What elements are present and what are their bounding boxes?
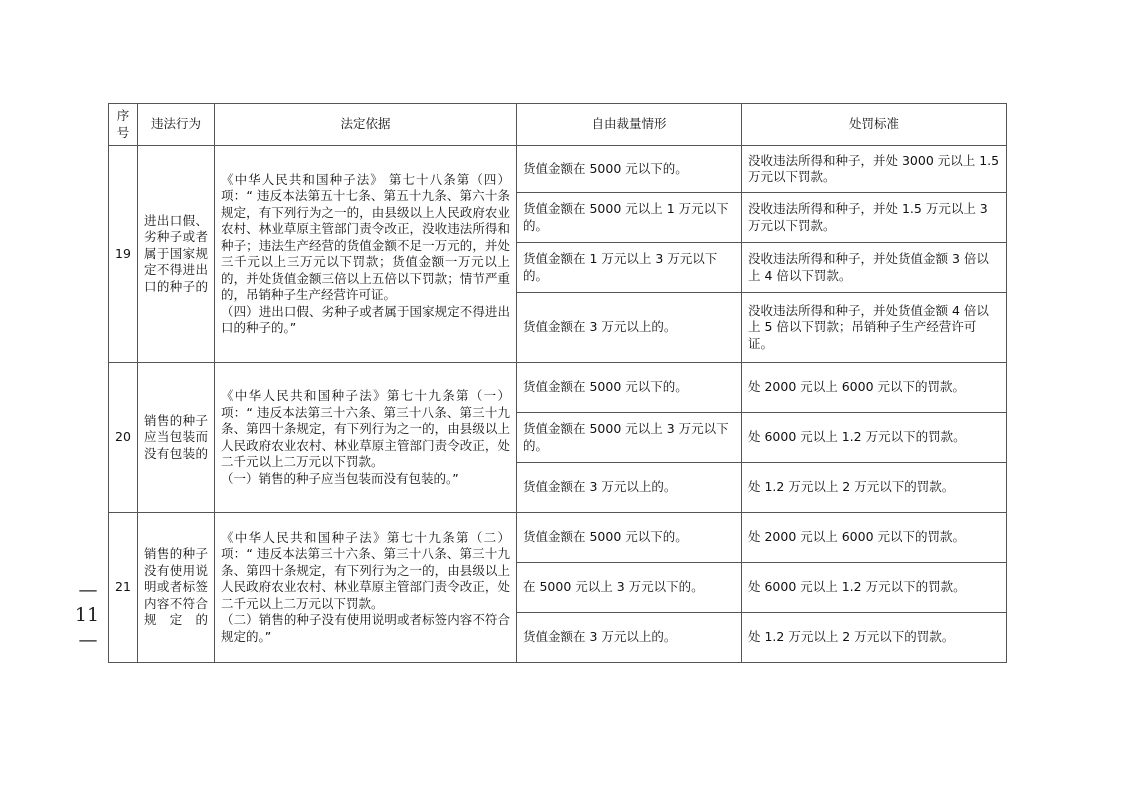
table-row [109,146,1007,193]
discretion-case: 货值金额在 5000 元以下的。 [517,146,742,193]
discretion-case: 货值金额在 1 万元以上 3 万元以下的。 [517,243,742,293]
discretion-case: 货值金额在 5000 元以上 3 万元以下的。 [517,413,742,463]
penalty-standard: 没收违法所得和种子，并处货值金额 4 倍以上 5 倍以下罚款；吊销种子生产经营许可证。 [742,293,1007,363]
legal-basis-text: 《中华人民共和国种子法》第七十九条第（一）项：“ 违反本法第三十六条、第三十八条、第三十九条、第四十条规定，有下列行为之一的，由县级以上人民政府农业农村、林业草原主管部门责令改正，处二千元以上二万元以下罚款。 （一）销售的种子应当包装而没有包装的。” [215,363,517,513]
violation-description: 销售的种子没有使用说明或者标签内容不符合规定的 [138,513,215,663]
page-number: 11 [74,604,100,626]
header-serial-no: 序号 [109,104,138,146]
legal-basis-text: 《中华人民共和国种子法》 第七十八条第（四）项：“ 违反本法第五十七条、第五十九条、第六十条规定，有下列行为之一的，由县级以上人民政府农业农村、林业草原主管部门责令改正，没收违法所得和种子；违法生产经营的货值金额不足一万元的，并处三千元以上三万元以下罚款；货值金额一万元以上的，并处货值金额三倍以上五倍以下罚款；情节严重的，吊销种子生产经营许可证。 （四）进出口假、劣种子或者属于国家规定不得进出口的种子的。” [215,146,517,363]
discretion-case: 在 5000 元以上 3 万元以下的。 [517,563,742,613]
penalty-standard: 处 1.2 万元以上 2 万元以下的罚款。 [742,613,1007,663]
row-number: 21 [109,513,138,663]
header-penalty: 处罚标准 [742,104,1007,146]
header-violation: 违法行为 [138,104,215,146]
page-number-block [70,578,104,653]
legal-basis-text: 《中华人民共和国种子法》第七十九条第（二）项：“ 违反本法第三十六条、第三十八条、第三十九条、第四十条规定，有下列行为之一的，由县级以上人民政府农业农村、林业草原主管部门责令改正，处二千元以上二万元以下罚款。 （二）销售的种子没有使用说明或者标签内容不符合规定的。” [215,513,517,663]
penalty-standard: 没收违法所得和种子，并处 3000 元以上 1.5 万元以下罚款。 [742,146,1007,193]
penalty-standard: 处 1.2 万元以上 2 万元以下的罚款。 [742,463,1007,513]
table-header-row [109,104,1007,146]
penalty-standard: 处 6000 元以上 1.2 万元以下的罚款。 [742,413,1007,463]
header-discretion: 自由裁量情形 [517,104,742,146]
table-row [109,513,1007,563]
penalty-standards-table [108,103,1007,663]
discretion-case: 货值金额在 3 万元以上的。 [517,463,742,513]
page-dash-top: — [78,579,96,601]
violation-description: 进出口假、劣种子或者属于国家规定不得进出口的种子的 [138,146,215,363]
page-dash-bottom: — [78,629,96,651]
discretion-case: 货值金额在 3 万元以上的。 [517,293,742,363]
discretion-case: 货值金额在 5000 元以上 1 万元以下的。 [517,193,742,243]
row-number: 19 [109,146,138,363]
discretion-case: 货值金额在 3 万元以上的。 [517,613,742,663]
penalty-standard: 处 2000 元以上 6000 元以下的罚款。 [742,513,1007,563]
penalty-standard: 处 6000 元以上 1.2 万元以下的罚款。 [742,563,1007,613]
row-number: 20 [109,363,138,513]
penalty-standard: 没收违法所得和种子，并处货值金额 3 倍以上 4 倍以下罚款。 [742,243,1007,293]
discretion-case: 货值金额在 5000 元以下的。 [517,363,742,413]
header-legal-basis: 法定依据 [215,104,517,146]
discretion-case: 货值金额在 5000 元以下的。 [517,513,742,563]
penalty-standard: 处 2000 元以上 6000 元以下的罚款。 [742,363,1007,413]
penalty-standard: 没收违法所得和种子，并处 1.5 万元以上 3 万元以下罚款。 [742,193,1007,243]
violation-description: 销售的种子应当包装而没有包装的 [138,363,215,513]
table-row [109,363,1007,413]
